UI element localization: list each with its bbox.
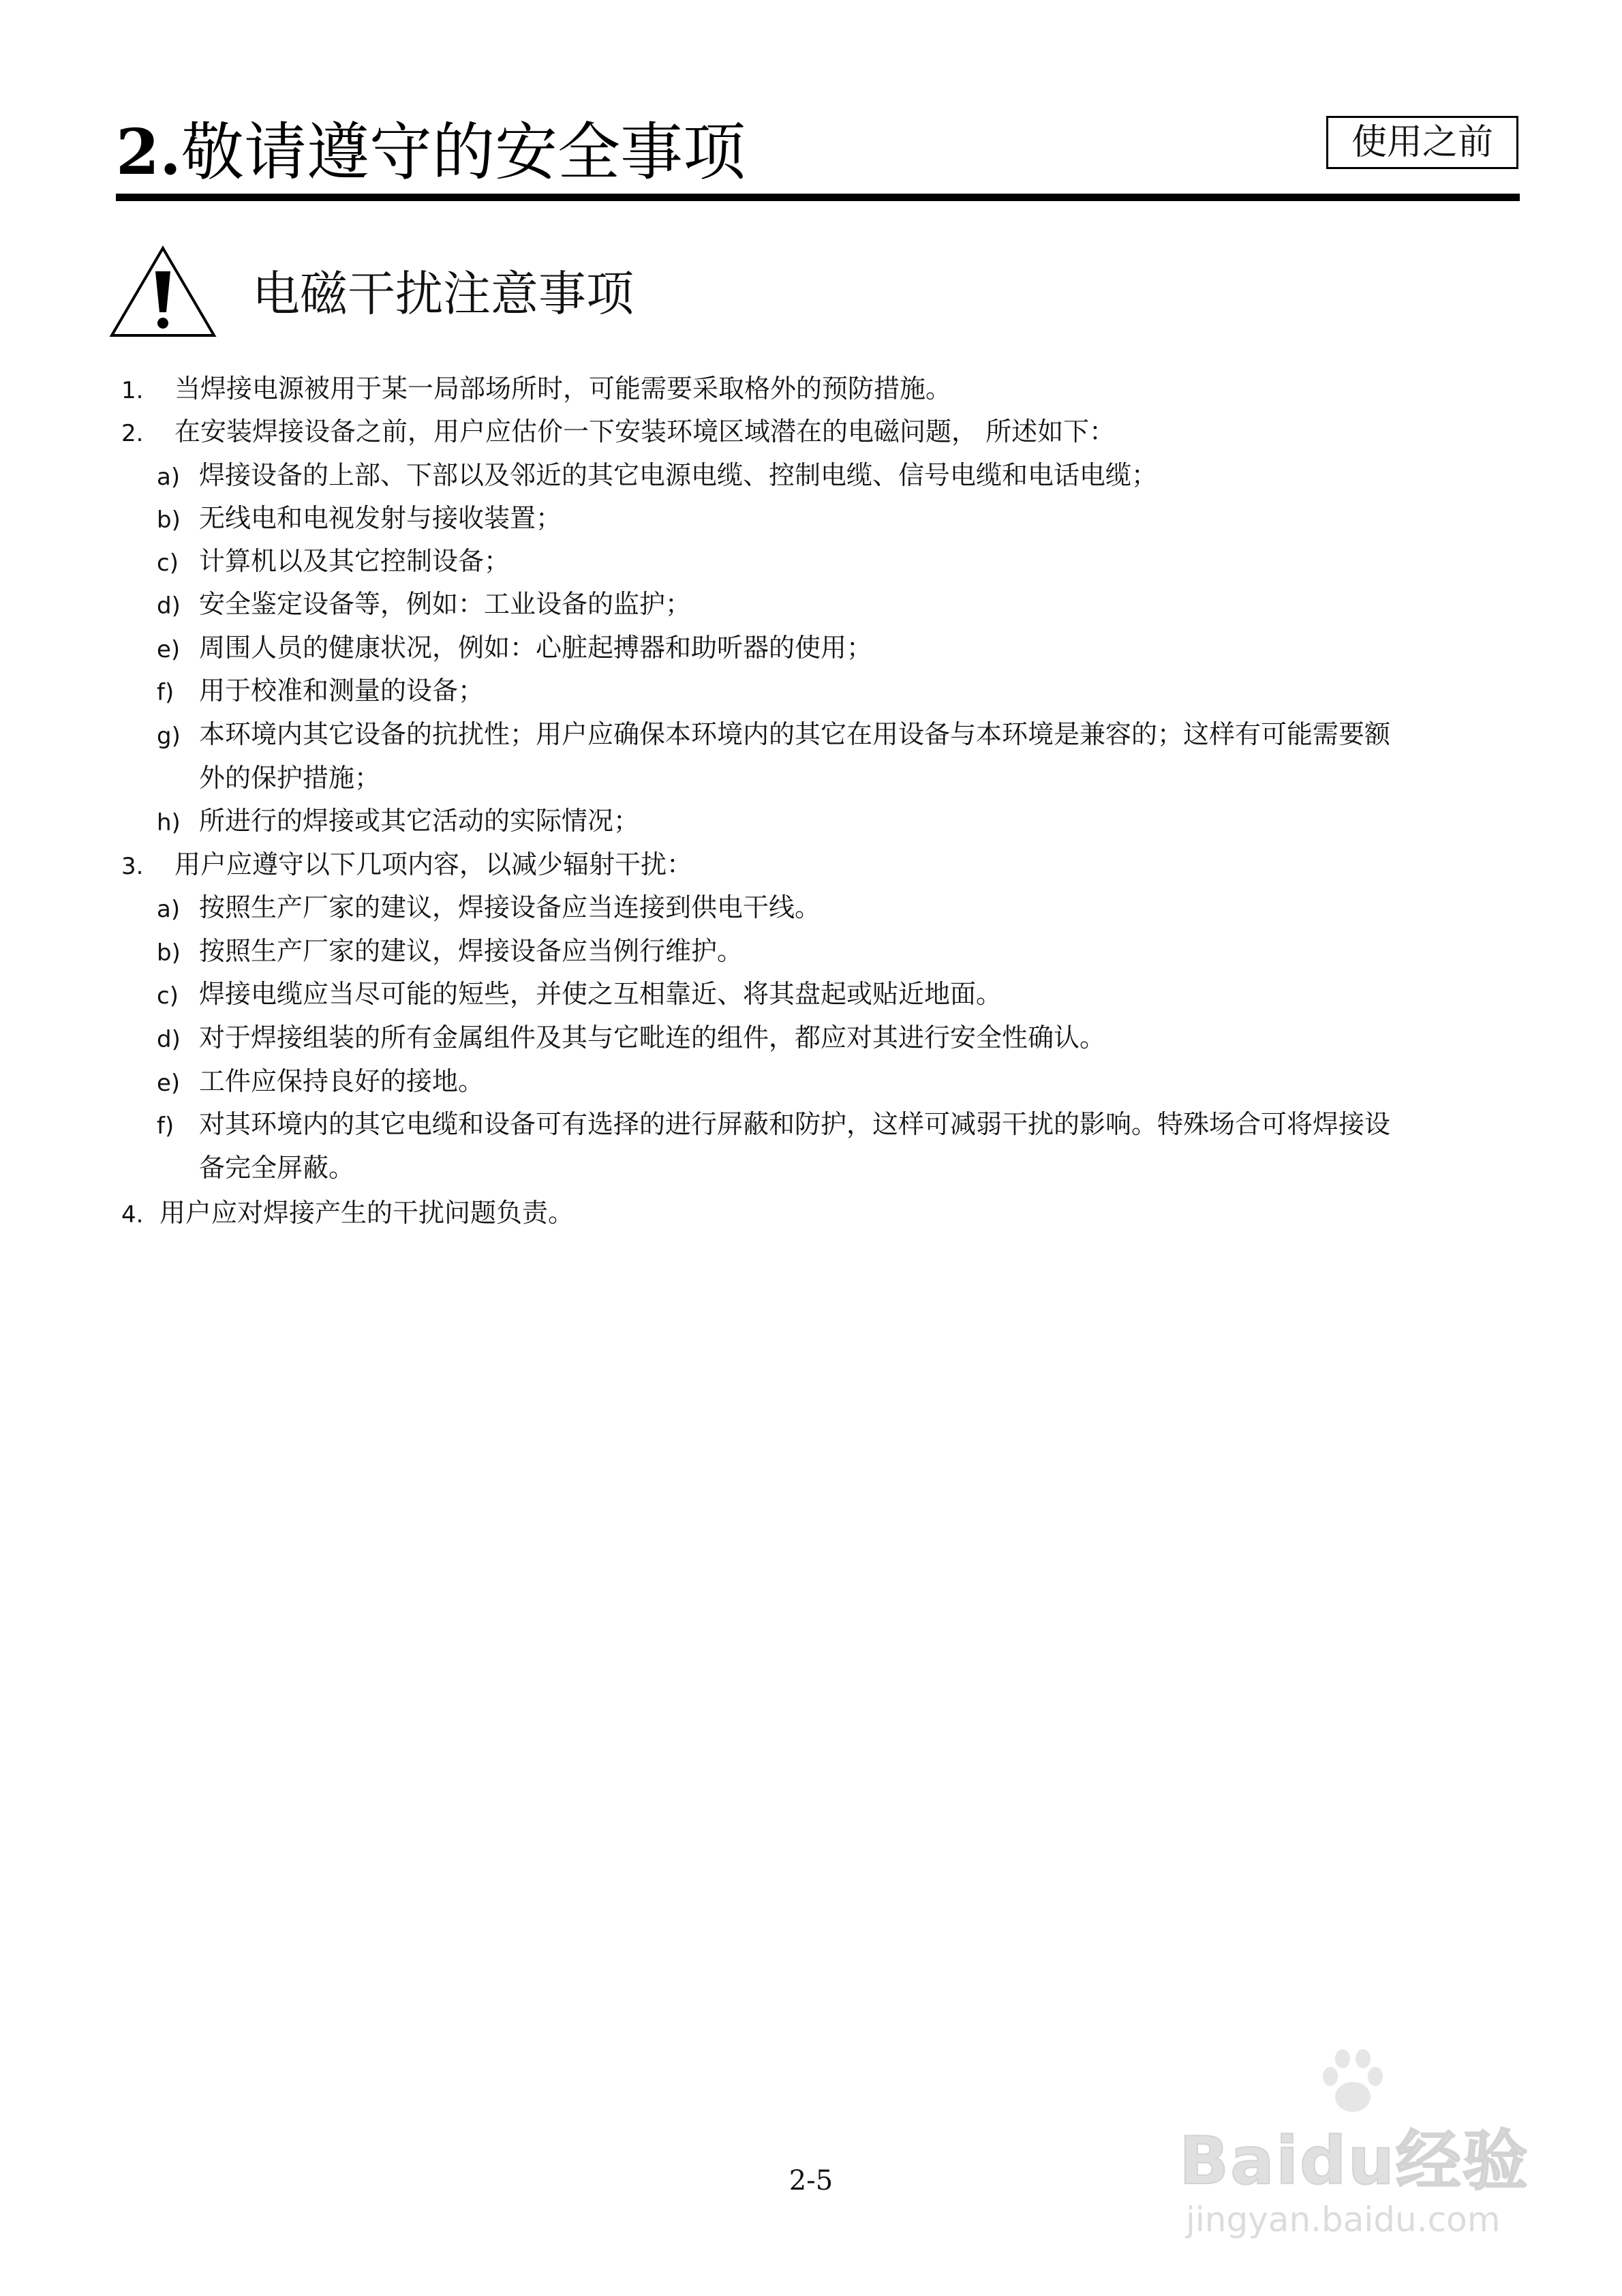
watermark-brand: Baidu经验 [1179, 2123, 1529, 2199]
list-item: 用户应对焊接产生的干扰问题负责。 [159, 1198, 575, 1228]
list-item: 无线电和电视发射与接收装置； [199, 503, 562, 533]
list-item-marker: b) [157, 939, 181, 967]
list-item-marker: c) [157, 982, 179, 1010]
baidu-watermark [1152, 2045, 1533, 2243]
list-item-marker: f) [157, 1113, 174, 1140]
list-item: 所进行的焊接或其它活动的实际情况； [199, 806, 640, 836]
list-item: 焊接电缆应当尽可能的短些，并使之互相靠近、将其盘起或贴近地面。 [199, 979, 1003, 1009]
section-tag: 使用之前 [1326, 116, 1518, 169]
list-item-marker: 1. [121, 377, 144, 404]
list-item-marker: c) [157, 549, 179, 577]
list-item: 周围人员的健康状况，例如：心脏起搏器和助听器的使用； [199, 633, 873, 663]
list-item-marker: 3. [121, 853, 144, 880]
watermark-url: jingyan.baidu.com [1186, 2200, 1501, 2239]
list-item: 用于校准和测量的设备； [199, 676, 485, 706]
page-number: 2-5 [789, 2165, 833, 2196]
list-item-marker: d) [157, 1026, 181, 1053]
list-item: 计算机以及其它控制设备； [199, 546, 510, 576]
list-item-marker: e) [157, 1070, 181, 1097]
list-item-marker: e) [157, 636, 181, 663]
list-item: 在安装焊接设备之前，用户应估价一下安装环境区域潜在的电磁问题， 所述如下： [174, 417, 1116, 447]
list-item-marker: 4. [121, 1201, 144, 1228]
list-item: 按照生产厂家的建议，焊接设备应当例行维护。 [199, 936, 744, 966]
list-item-continuation: 备完全屏蔽。 [199, 1153, 355, 1183]
list-item-continuation: 外的保护措施； [199, 763, 381, 793]
title-rule [116, 194, 1520, 201]
chapter-number: 2. [116, 115, 182, 189]
list-item-marker: 2. [121, 420, 144, 447]
list-item-marker: a) [157, 464, 181, 491]
list-item-marker: d) [157, 592, 181, 620]
list-item-marker: b) [157, 507, 181, 534]
list-item: 对其环境内的其它电缆和设备可有选择的进行屏蔽和防护，这样可减弱干扰的影响。特殊场合可将焊接设 [199, 1109, 1391, 1139]
list-item-marker: f) [157, 679, 174, 706]
warning-triangle-icon [108, 244, 218, 339]
list-item-marker: g) [157, 723, 181, 750]
list-item: 安全鉴定设备等，例如：工业设备的监护； [199, 589, 692, 619]
chapter-title [116, 115, 746, 190]
list-item: 当焊接电源被用于某一局部场所时，可能需要采取格外的预防措施。 [174, 374, 952, 404]
list-item: 用户应遵守以下几项内容，以减少辐射干扰： [174, 849, 693, 879]
notice-heading: 电磁干扰注意事项 [252, 266, 634, 322]
list-item: 工件应保持良好的接地。 [199, 1066, 485, 1096]
list-item: 本环境内其它设备的抗扰性；用户应确保本环境内的其它在用设备与本环境是兼容的；这样有可能需要额 [199, 719, 1391, 749]
baidu-paw-icon [1315, 2045, 1390, 2120]
list-item: 对于焊接组装的所有金属组件及其与它毗连的组件，都应对其进行安全性确认。 [199, 1023, 1106, 1053]
list-item: 焊接设备的上部、下部以及邻近的其它电源电缆、控制电缆、信号电缆和电话电缆； [199, 460, 1158, 490]
list-item-marker: h) [157, 809, 181, 836]
list-item-marker: a) [157, 896, 181, 923]
list-item: 按照生产厂家的建议，焊接设备应当连接到供电干线。 [199, 892, 821, 922]
chapter-title-text: 敬请遵守的安全事项 [181, 116, 746, 189]
